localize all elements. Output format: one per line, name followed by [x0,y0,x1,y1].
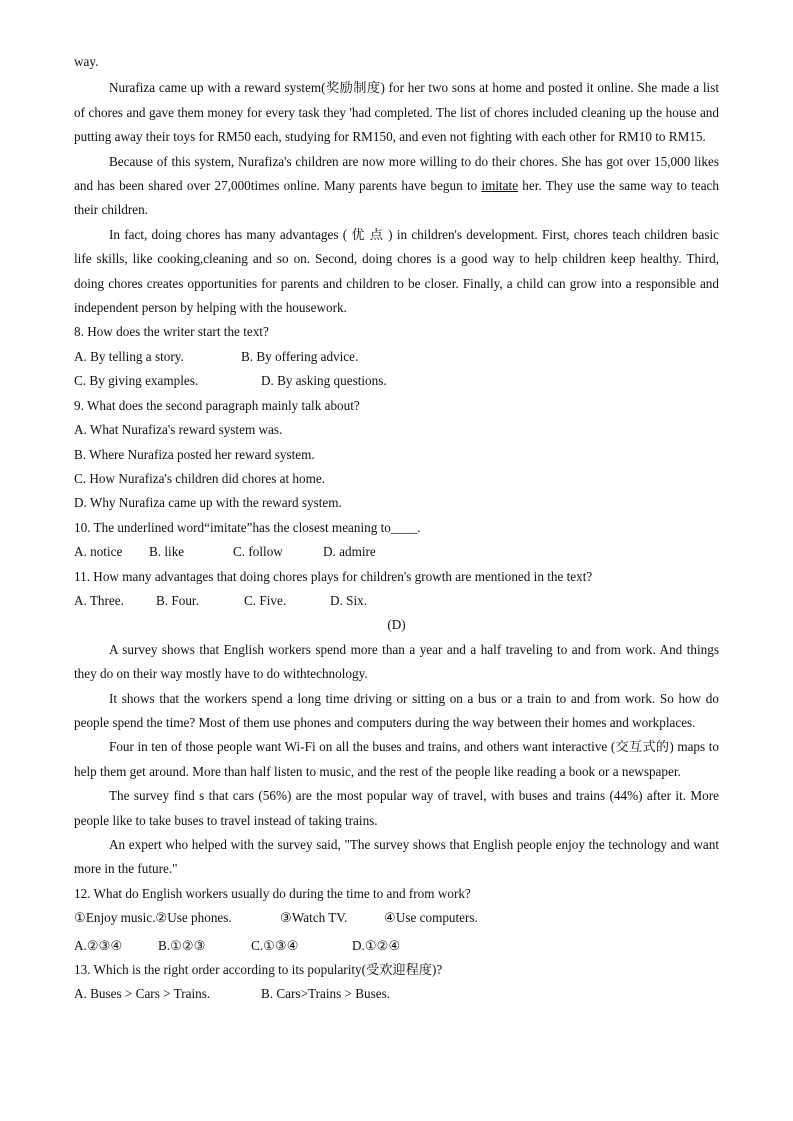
q12-option-c: C.①③④ [251,937,299,953]
q12-item-3: ③Watch TV. [280,910,348,926]
question-8-stem: 8. How does the writer start the text? [74,324,269,340]
question-11-stem: 11. How many advantages that doing chores plays for children's growth are mentioned in the text? [74,568,593,584]
paragraph-2-text-after: her. They use the same way to teach their children. [74,178,719,218]
q8-option-b: B. By offering advice. [241,348,359,364]
question-13-stem: 13. Which is the right order according to its popularity(受欢迎程度)? [74,962,443,978]
q10-option-b: B. like [149,544,185,560]
passage-c-paragraph-3: In fact, doing chores has many advantages ( 优 点 ) in children's development. First, chores teach children basic life skills, like cooking,cleaning and so on. Second, doing chores is a good way to help children keep healthy. Third, doing chores creates opportunities for parents and children to be closer. Finally, a child can grow into a responsible and independent person by helping with the housework. [74,226,719,316]
q9-option-b: B. Where Nurafiza posted her reward system. [74,446,315,462]
question-12-stem: 12. What do English workers usually do during the time to and from work? [74,885,471,901]
passage-d-paragraph-2: It shows that the workers spend a long time driving or sitting on a bus or a train to and from work. So how do people spend the time? Most of them use phones and computers during the way between their homes and workplaces. [74,690,719,730]
q11-option-c: C. Five. [244,592,287,608]
q11-option-d: D. Six. [330,592,368,608]
passage-d-paragraph-3: Four in ten of those people want Wi-Fi on all the buses and trains, and others want interactive (交互式的) maps to help them get around. More than half listen to music, and the rest of the people like reading a book or a newspaper. [74,739,719,779]
question-12-items [74,906,719,930]
q10-option-d: D. admire [323,544,376,560]
question-11-options [74,589,719,613]
passage-c-paragraph-1: Nurafiza came up with a reward system(奖励制度) for her two sons at home and posted it online. She made a list of chores and gave them money for every task they 'had completed. The list of chores included cleaning up the house and putting away their toys for RM50 each, studying for RM150, and even not fighting with each other for RM10 to RM15. [74,80,719,145]
q12-option-b: B.①②③ [158,937,206,953]
paragraph-2-text-before: Because of this system, Nurafiza's children are now more willing to do their chores. She has got over 15,000 likes and has been shared over 27,000times online. Many parents have begun to [74,153,719,194]
q12-items-1-2: ①Enjoy music.②Use phones. [74,910,232,926]
q11-option-a: A. Three. [74,592,124,608]
q13-option-a: A. Buses > Cars > Trains. [74,986,211,1002]
question-10-options [74,540,719,564]
q12-option-d: D.①②④ [352,937,401,953]
question-8-options-row-2 [74,369,719,393]
q11-option-b: B. Four. [156,592,199,608]
carryover-text: way. [74,54,99,69]
underlined-word-imitate: imitate [481,178,519,194]
q8-option-d: D. By asking questions. [261,373,387,389]
question-8-options-row-1 [74,345,719,369]
q12-item-4: ④Use computers. [384,910,478,926]
q10-option-c: C. follow [233,544,283,560]
passage-d-paragraph-5: An expert who helped with the survey said, "The survey shows that English people enjoy the technology and want more in the future." [74,837,719,877]
question-13-options [74,982,719,1006]
q9-option-c: C. How Nurafiza's children did chores at home. [74,470,326,486]
q8-option-c: C. By giving examples. [74,373,199,389]
q9-option-a: A. What Nurafiza's reward system was. [74,422,283,438]
question-12-options [74,934,719,958]
passage-d-paragraph-1: A survey shows that English workers spend more than a year and a half traveling to and from work. And things they do on their way mostly have to do withtechnology. [74,641,719,682]
q9-option-d: D. Why Nurafiza came up with the reward system. [74,495,342,511]
question-9-stem: 9. What does the second paragraph mainly talk about? [74,397,360,413]
question-10-stem: 10. The underlined word“imitate”has the closest meaning to____. [74,519,421,535]
passage-d-paragraph-4: The survey find s that cars (56%) are the most popular way of travel, with buses and trains (44%) after it. More people like to take buses to travel instead of taking trains. [74,788,719,828]
q8-option-a: A. By telling a story. [74,348,184,364]
passage-d-heading: (D) [387,617,406,633]
passage-c-paragraph-2 [74,150,719,223]
q13-option-b: B. Cars>Trains > Buses. [261,986,391,1002]
q12-option-a: A.②③④ [74,937,123,953]
q10-option-a: A. notice [74,544,123,560]
